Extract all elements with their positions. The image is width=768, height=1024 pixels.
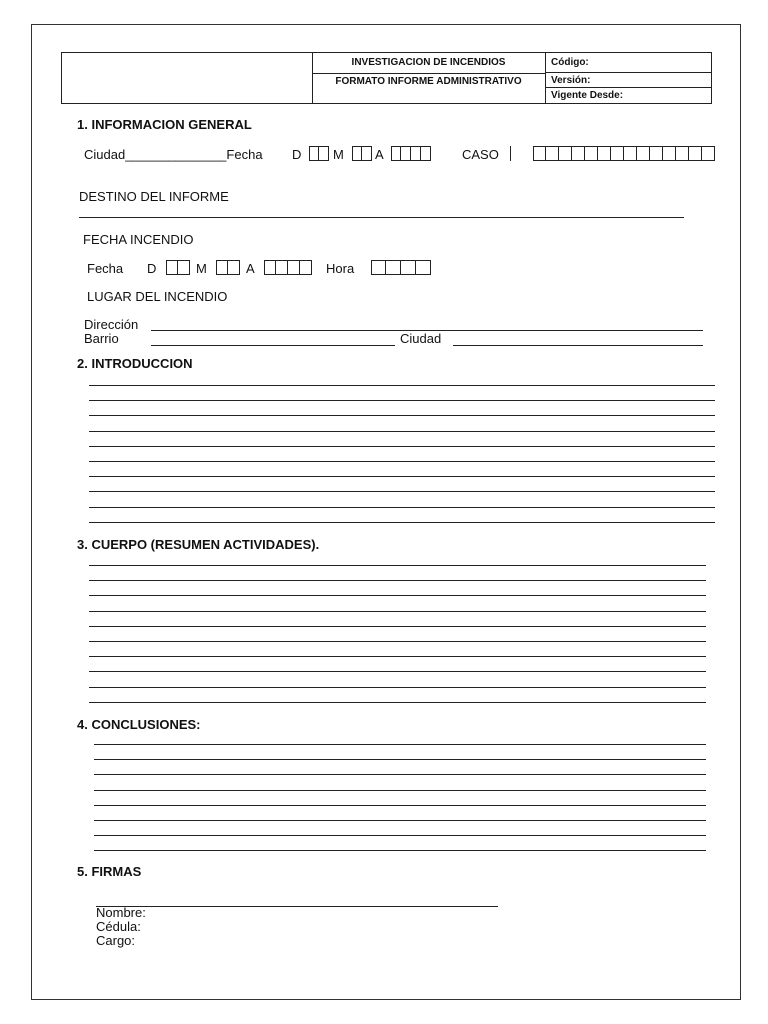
introduccion-line[interactable] <box>89 476 715 477</box>
introduccion-line[interactable] <box>89 491 715 492</box>
ciudad-fecha-label: Ciudad______________Fecha <box>84 147 263 162</box>
codigo-label: Código: <box>546 53 711 73</box>
introduccion-line[interactable] <box>89 446 715 447</box>
month-boxes[interactable] <box>352 146 372 161</box>
nombre-label: Nombre: <box>96 905 146 920</box>
ciudad-label: Ciudad <box>400 331 442 346</box>
cuerpo-line[interactable] <box>89 565 706 566</box>
cuerpo-line[interactable] <box>89 626 706 627</box>
conclusiones-line[interactable] <box>94 835 706 836</box>
section3-heading: 3. CUERPO (RESUMEN ACTIVIDADES). <box>77 537 320 552</box>
conclusiones-line[interactable] <box>94 805 706 806</box>
document-title: INVESTIGACION DE INCENDIOS <box>312 53 545 74</box>
conclusiones-line[interactable] <box>94 759 706 760</box>
destino-label: DESTINO DEL INFORME <box>79 189 229 204</box>
caso-divider <box>510 146 511 161</box>
firma-line[interactable] <box>96 906 498 907</box>
meta-cell <box>546 53 711 103</box>
caso-boxes[interactable] <box>533 146 715 161</box>
fecha-incendio-label: FECHA INCENDIO <box>83 232 194 247</box>
ciudad-line[interactable] <box>453 345 703 346</box>
cargo-label: Cargo: <box>96 933 136 948</box>
barrio-label: Barrio <box>84 331 119 346</box>
year-boxes[interactable] <box>391 146 431 161</box>
cuerpo-line[interactable] <box>89 580 706 581</box>
barrio-line[interactable] <box>151 345 395 346</box>
fecha-month-label: M <box>196 261 207 276</box>
conclusiones-line[interactable] <box>94 774 706 775</box>
conclusiones-line[interactable] <box>94 850 706 851</box>
cuerpo-line[interactable] <box>89 656 706 657</box>
title-cell <box>312 53 546 103</box>
fecha-month-boxes[interactable] <box>216 260 240 275</box>
vigente-label: Vigente Desde: <box>551 90 624 101</box>
logo-cell <box>62 53 313 103</box>
cuerpo-line[interactable] <box>89 595 706 596</box>
introduccion-line[interactable] <box>89 461 715 462</box>
introduccion-line[interactable] <box>89 415 715 416</box>
day-label: D <box>292 147 302 162</box>
cedula-label: Cédula: <box>96 919 141 934</box>
hora-boxes[interactable] <box>371 260 431 275</box>
caso-label: CASO <box>462 147 499 162</box>
introduccion-line[interactable] <box>89 507 715 508</box>
cuerpo-line[interactable] <box>89 671 706 672</box>
conclusiones-line[interactable] <box>94 790 706 791</box>
cuerpo-line[interactable] <box>89 611 706 612</box>
fecha-label: Fecha <box>87 261 124 276</box>
introduccion-line[interactable] <box>89 385 715 386</box>
introduccion-line[interactable] <box>89 400 715 401</box>
header-table <box>61 52 712 104</box>
section1-heading: 1. INFORMACION GENERAL <box>77 117 252 132</box>
cuerpo-line[interactable] <box>89 687 706 688</box>
direccion-label: Dirección <box>84 317 139 332</box>
hora-label: Hora <box>326 261 355 276</box>
fecha-day-boxes[interactable] <box>166 260 190 275</box>
month-label: M <box>333 147 344 162</box>
cuerpo-line[interactable] <box>89 641 706 642</box>
version-label: Versión: <box>546 74 711 88</box>
fecha-year-boxes[interactable] <box>264 260 312 275</box>
section4-heading: 4. CONCLUSIONES: <box>77 717 201 732</box>
conclusiones-line[interactable] <box>94 744 706 745</box>
document-subtitle: FORMATO INFORME ADMINISTRATIVO <box>335 76 522 87</box>
year-label: A <box>375 147 384 162</box>
introduccion-line[interactable] <box>89 522 715 523</box>
day-boxes[interactable] <box>309 146 329 161</box>
fecha-day-label: D <box>147 261 157 276</box>
lugar-label: LUGAR DEL INCENDIO <box>87 289 228 304</box>
section2-heading: 2. INTRODUCCION <box>77 356 193 371</box>
cuerpo-line[interactable] <box>89 702 706 703</box>
destino-line[interactable] <box>79 217 684 218</box>
conclusiones-line[interactable] <box>94 820 706 821</box>
section5-heading: 5. FIRMAS <box>77 864 142 879</box>
introduccion-line[interactable] <box>89 431 715 432</box>
page-frame <box>31 24 741 1000</box>
fecha-year-label: A <box>246 261 255 276</box>
